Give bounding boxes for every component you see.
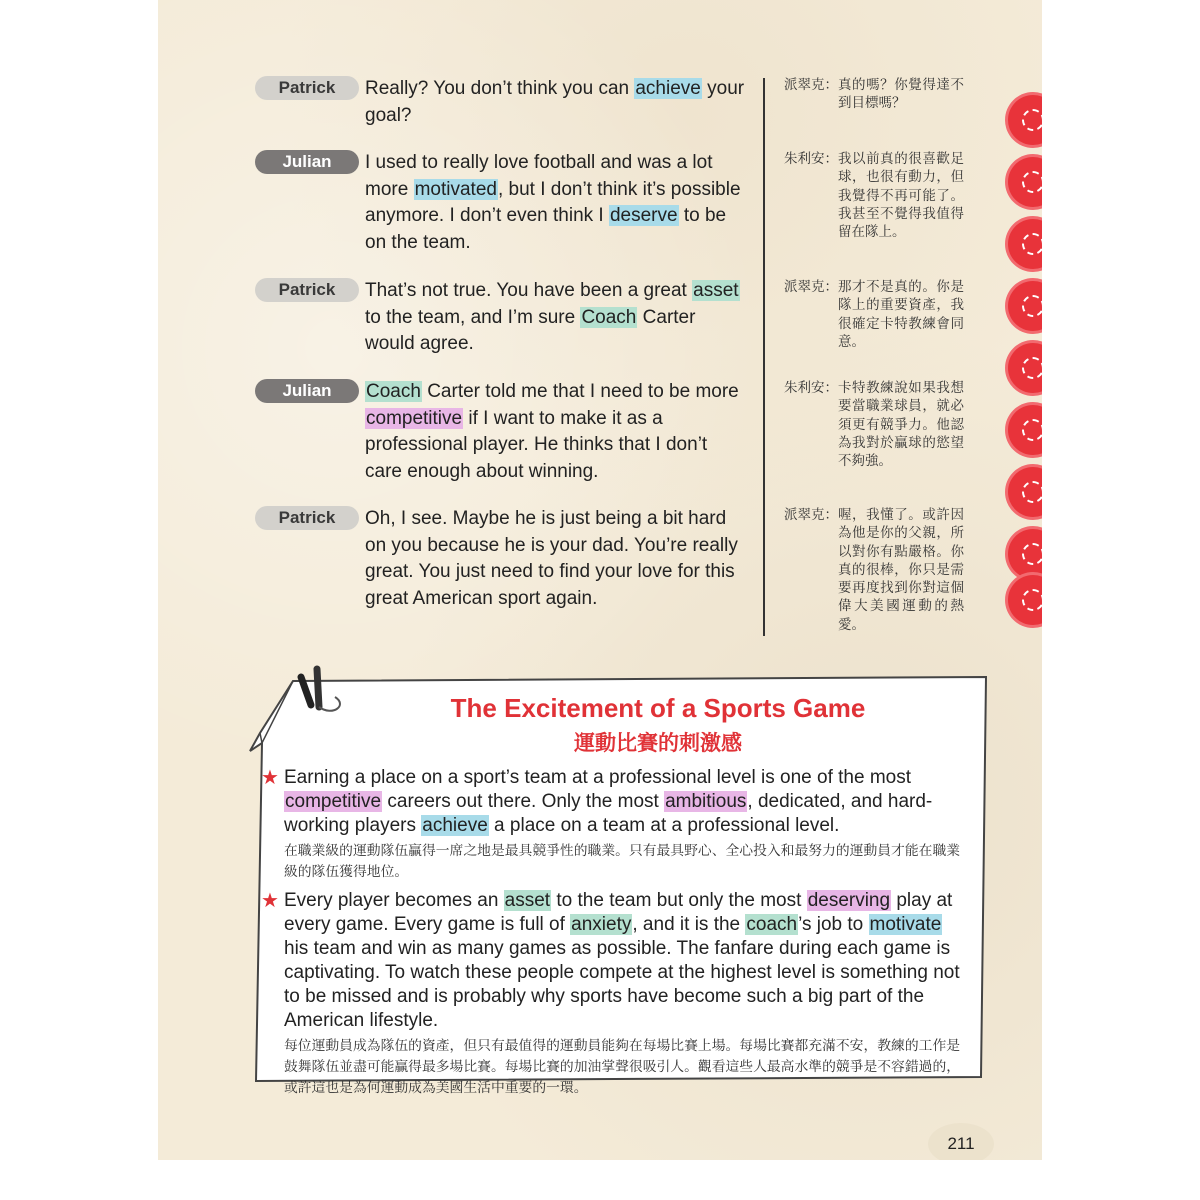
zh-text: 我以前真的很喜歡足球，也很有動力，但我覺得不再可能了。我甚至不覺得我值得留在隊上。 [838, 151, 964, 241]
star-icon: ★ [261, 767, 279, 789]
box-subtitle: 運動比賽的刺激感 [574, 731, 742, 755]
speaker-tag: Patrick [255, 506, 359, 530]
book-page [158, 0, 1042, 1160]
speaker-tag: Patrick [255, 76, 359, 100]
page-number: 211 [928, 1123, 994, 1160]
bullet-english: Earning a place on a sport’s team at a professional level is one of the most competitive careers out there. Only the most ambitious, dedicated, and hard-working players achieve a place on a team at a professional level. [284, 767, 933, 836]
flower-icon [1008, 343, 1042, 393]
dialogue-english: Coach Carter told me that I need to be more competitive if I want to make it as a professional player. He thinks that I don’t care enough about winning. [365, 381, 739, 482]
flower-icon [1008, 467, 1042, 517]
info-note-box [248, 673, 988, 1096]
bullet-chinese: 每位運動員成為隊伍的資產，但只有最值得的運動員能夠在每場比賽上場。每場比賽都充滿不安，教練的工作是鼓舞隊伍並盡可能贏得最多場比賽。每場比賽的加油掌聲很吸引人。觀看這些人最高水準的競爭是不容錯過的，或許這也是為何運動成為美國生活中重要的一環。 [284, 1038, 961, 1096]
vocab-highlight: achieve [422, 815, 488, 836]
decorative-flower-strip [1008, 95, 1042, 635]
zh-speaker: 派翠克： [784, 279, 838, 295]
vocab-highlight: achieve [635, 78, 701, 99]
speaker-tag: Julian [255, 150, 359, 174]
dialogue-chinese [784, 150, 964, 241]
paper-clip-icon [293, 657, 353, 717]
vocab-highlight: competitive [285, 791, 382, 812]
zh-speaker: 派翠克： [784, 77, 838, 93]
bullet-item-1 [261, 766, 971, 883]
dialogue-chinese [784, 76, 964, 113]
dialogue-english: That’s not true. You have been a great asset to the team, and I’m sure Coach Carter would agree. [365, 280, 739, 354]
bullet-item-2 [261, 889, 971, 1099]
vocab-highlight: motivated [414, 178, 497, 200]
flower-icon [1008, 219, 1042, 269]
vocab-highlight: asset [693, 280, 739, 301]
flower-icon [1008, 95, 1042, 145]
vocab-highlight: Coach [366, 381, 421, 402]
zh-speaker: 朱利安： [784, 380, 838, 396]
vocab-highlight: anxiety [571, 914, 632, 935]
vocab-highlight: Coach [581, 306, 637, 328]
star-icon: ★ [261, 890, 279, 912]
dialogue-english: Oh, I see. Maybe he is just being a bit hard on you because he is your dad. You’re really great. You just need to find your love for this great American sport again. [365, 508, 738, 609]
flower-icon [1008, 157, 1042, 207]
dialogue-chinese [784, 278, 964, 351]
bullet-chinese: 在職業級的運動隊伍贏得一席之地是最具競爭性的職業。只有最具野心、全心投入和最努力的運動員才能在職業級的隊伍獲得地位。 [284, 843, 961, 880]
column-divider [763, 78, 765, 636]
vocab-highlight: competitive [366, 407, 463, 429]
zh-speaker: 朱利安： [784, 151, 838, 167]
dialogue-chinese [784, 506, 964, 634]
dialogue-english: I used to really love football and was a lot more motivated, but I don’t think it’s possible anymore. I don’t even think I deserve to be on the team. [365, 152, 741, 253]
zh-text: 卡特教練說如果我想要當職業球員，就必須更有競爭力。他認為我對於贏球的慾望不夠強。 [838, 380, 964, 470]
flower-icon [1008, 575, 1042, 625]
bullet-english: Every player becomes an asset to the team but only the most deserving play at every game. Every game is full of anxiety, and it is the coach’s job to motivate his team and win as many games as possible. The fanfare during each game is captivating. To watch these people compete at the highest level is something not to be missed and is probably why sports have become such a big part of the American lifestyle. [284, 890, 960, 1031]
zh-text: 喔，我懂了。或許因為他是你的父親，所以對你有點嚴格。你真的很棒，你只是需要再度找到你對這個偉大美國運動的熱愛。 [838, 507, 964, 633]
flower-icon [1008, 405, 1042, 455]
flower-icon [1008, 281, 1042, 331]
dialogue-english: Really? You don’t think you can achieve your goal? [365, 78, 745, 126]
vocab-highlight: deserve [609, 205, 678, 226]
vocab-highlight: ambitious [665, 791, 747, 812]
dialogue-chinese [784, 379, 964, 470]
speaker-tag: Julian [255, 379, 359, 403]
vocab-highlight: deserving [807, 890, 891, 911]
vocab-highlight: coach [746, 914, 798, 935]
box-title: The Excitement of a Sports Game [450, 693, 866, 723]
zh-text: 那才不是真的。你是隊上的重要資產，我很確定卡特教練會同意。 [838, 279, 964, 350]
zh-speaker: 派翠克： [784, 507, 838, 523]
zh-text: 真的嗎？你覺得達不到目標嗎？ [838, 77, 964, 112]
vocab-highlight: asset [504, 890, 551, 911]
speaker-tag: Patrick [255, 278, 359, 302]
vocab-highlight: motivate [869, 914, 942, 935]
flower-icon [1008, 529, 1042, 579]
